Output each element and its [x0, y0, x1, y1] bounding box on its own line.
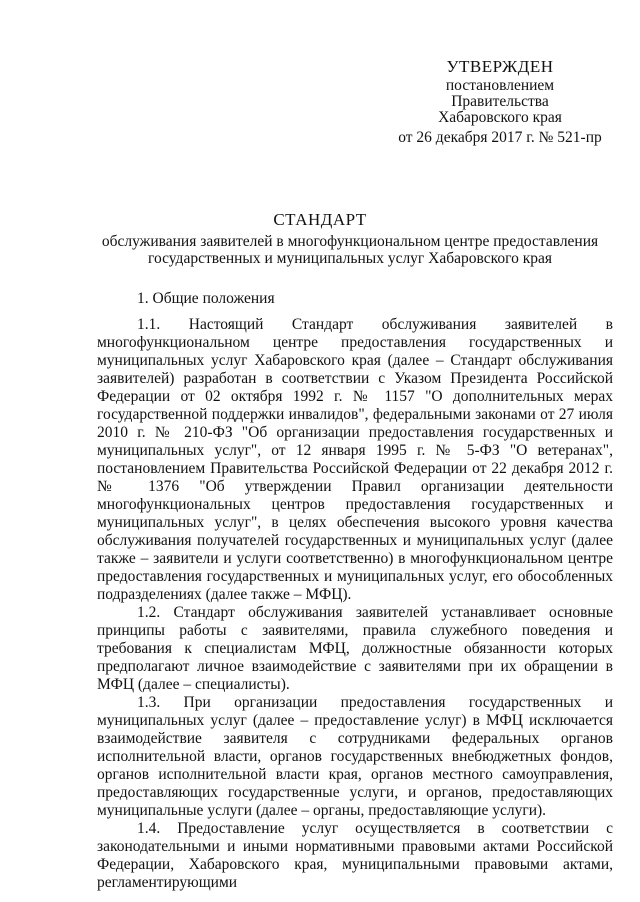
approval-line: Правительства	[451, 93, 549, 110]
approval-heading: УТВЕРЖДЕН	[446, 57, 554, 76]
approval-line: постановлением	[445, 77, 555, 94]
paragraph-1-1: 1.1. Настоящий Стандарт обслуживания заявителей в многофункциональном центре предоставления государственных и муниципальных услуг Хабаровского края (далее – Стандарт обслуживания заявителей) разработан в соответствии с Указом Президента Российской Федерации от 02 октября 1992 г. № 1157 "О дополнительных мерах государственной поддержки инвалидов", федеральными законами от 27 июля 2010 г. № 210-ФЗ "Об организации предоставления государственных и муниципальных услуг", от 12 января 1995 г. № 5-ФЗ "О ветеранах", постановлением Правительства Российской Федерации от 22 декабря 2012 г. № 1376 "Об утверждении Правил организации деятельности многофункциональных центров предоставления государственных и муниципальных услуг", в целях обеспечения высокого уровня качества обслуживания получателей государственных и муниципальных услуг (далее также – заявители и услуги соответственно) в многофункциональном центре предоставления государственных и муниципальных услуг, его обособленных подразделениях (далее также – МФЦ).	[97, 316, 613, 603]
approval-stamp	[380, 56, 620, 146]
subtitle-line: государственных и муниципальных услуг Хабаровского края	[148, 250, 552, 267]
paragraph-1-2: 1.2. Стандарт обслуживания заявителей устанавливает основные принципы работы с заявителями, правила служебного поведения и требования к специалистам МФЦ, должностные обязанности которых предполагают личное взаимодействие с заявителями при их обращении в МФЦ (далее – специалисты).	[97, 604, 613, 693]
paragraph-1-3: 1.3. При организации предоставления государственных и муниципальных услуг (далее – предоставление услуг) в МФЦ исключается взаимодействие заявителя с сотрудниками федеральных органов исполнительной власти, органов государственных внебюджетных фондов, органов исполнительной власти края, органов местного самоуправления, предоставляющих государственные услуги, и органов, предоставляющих муниципальные услуги (далее – органы, предоставляющие услуги).	[97, 694, 613, 819]
approval-line: Хабаровского края	[438, 109, 562, 126]
subtitle-line: обслуживания заявителей в многофункциональном центре предоставления	[101, 233, 599, 250]
document-subtitle	[60, 233, 640, 267]
paragraph-1-4: 1.4. Предоставление услуг осуществляется в соответствии с законодательными и иными нормативными правовыми актами Российской Федерации, Хабаровского края, муниципальными правовыми актами, регламентирующими	[97, 820, 613, 891]
document-title: СТАНДАРТ	[273, 210, 367, 229]
section-heading: 1. Общие положения	[137, 290, 275, 307]
document-body	[97, 290, 613, 892]
approval-date: от 26 декабря 2017 г. № 521-пр	[398, 129, 602, 146]
